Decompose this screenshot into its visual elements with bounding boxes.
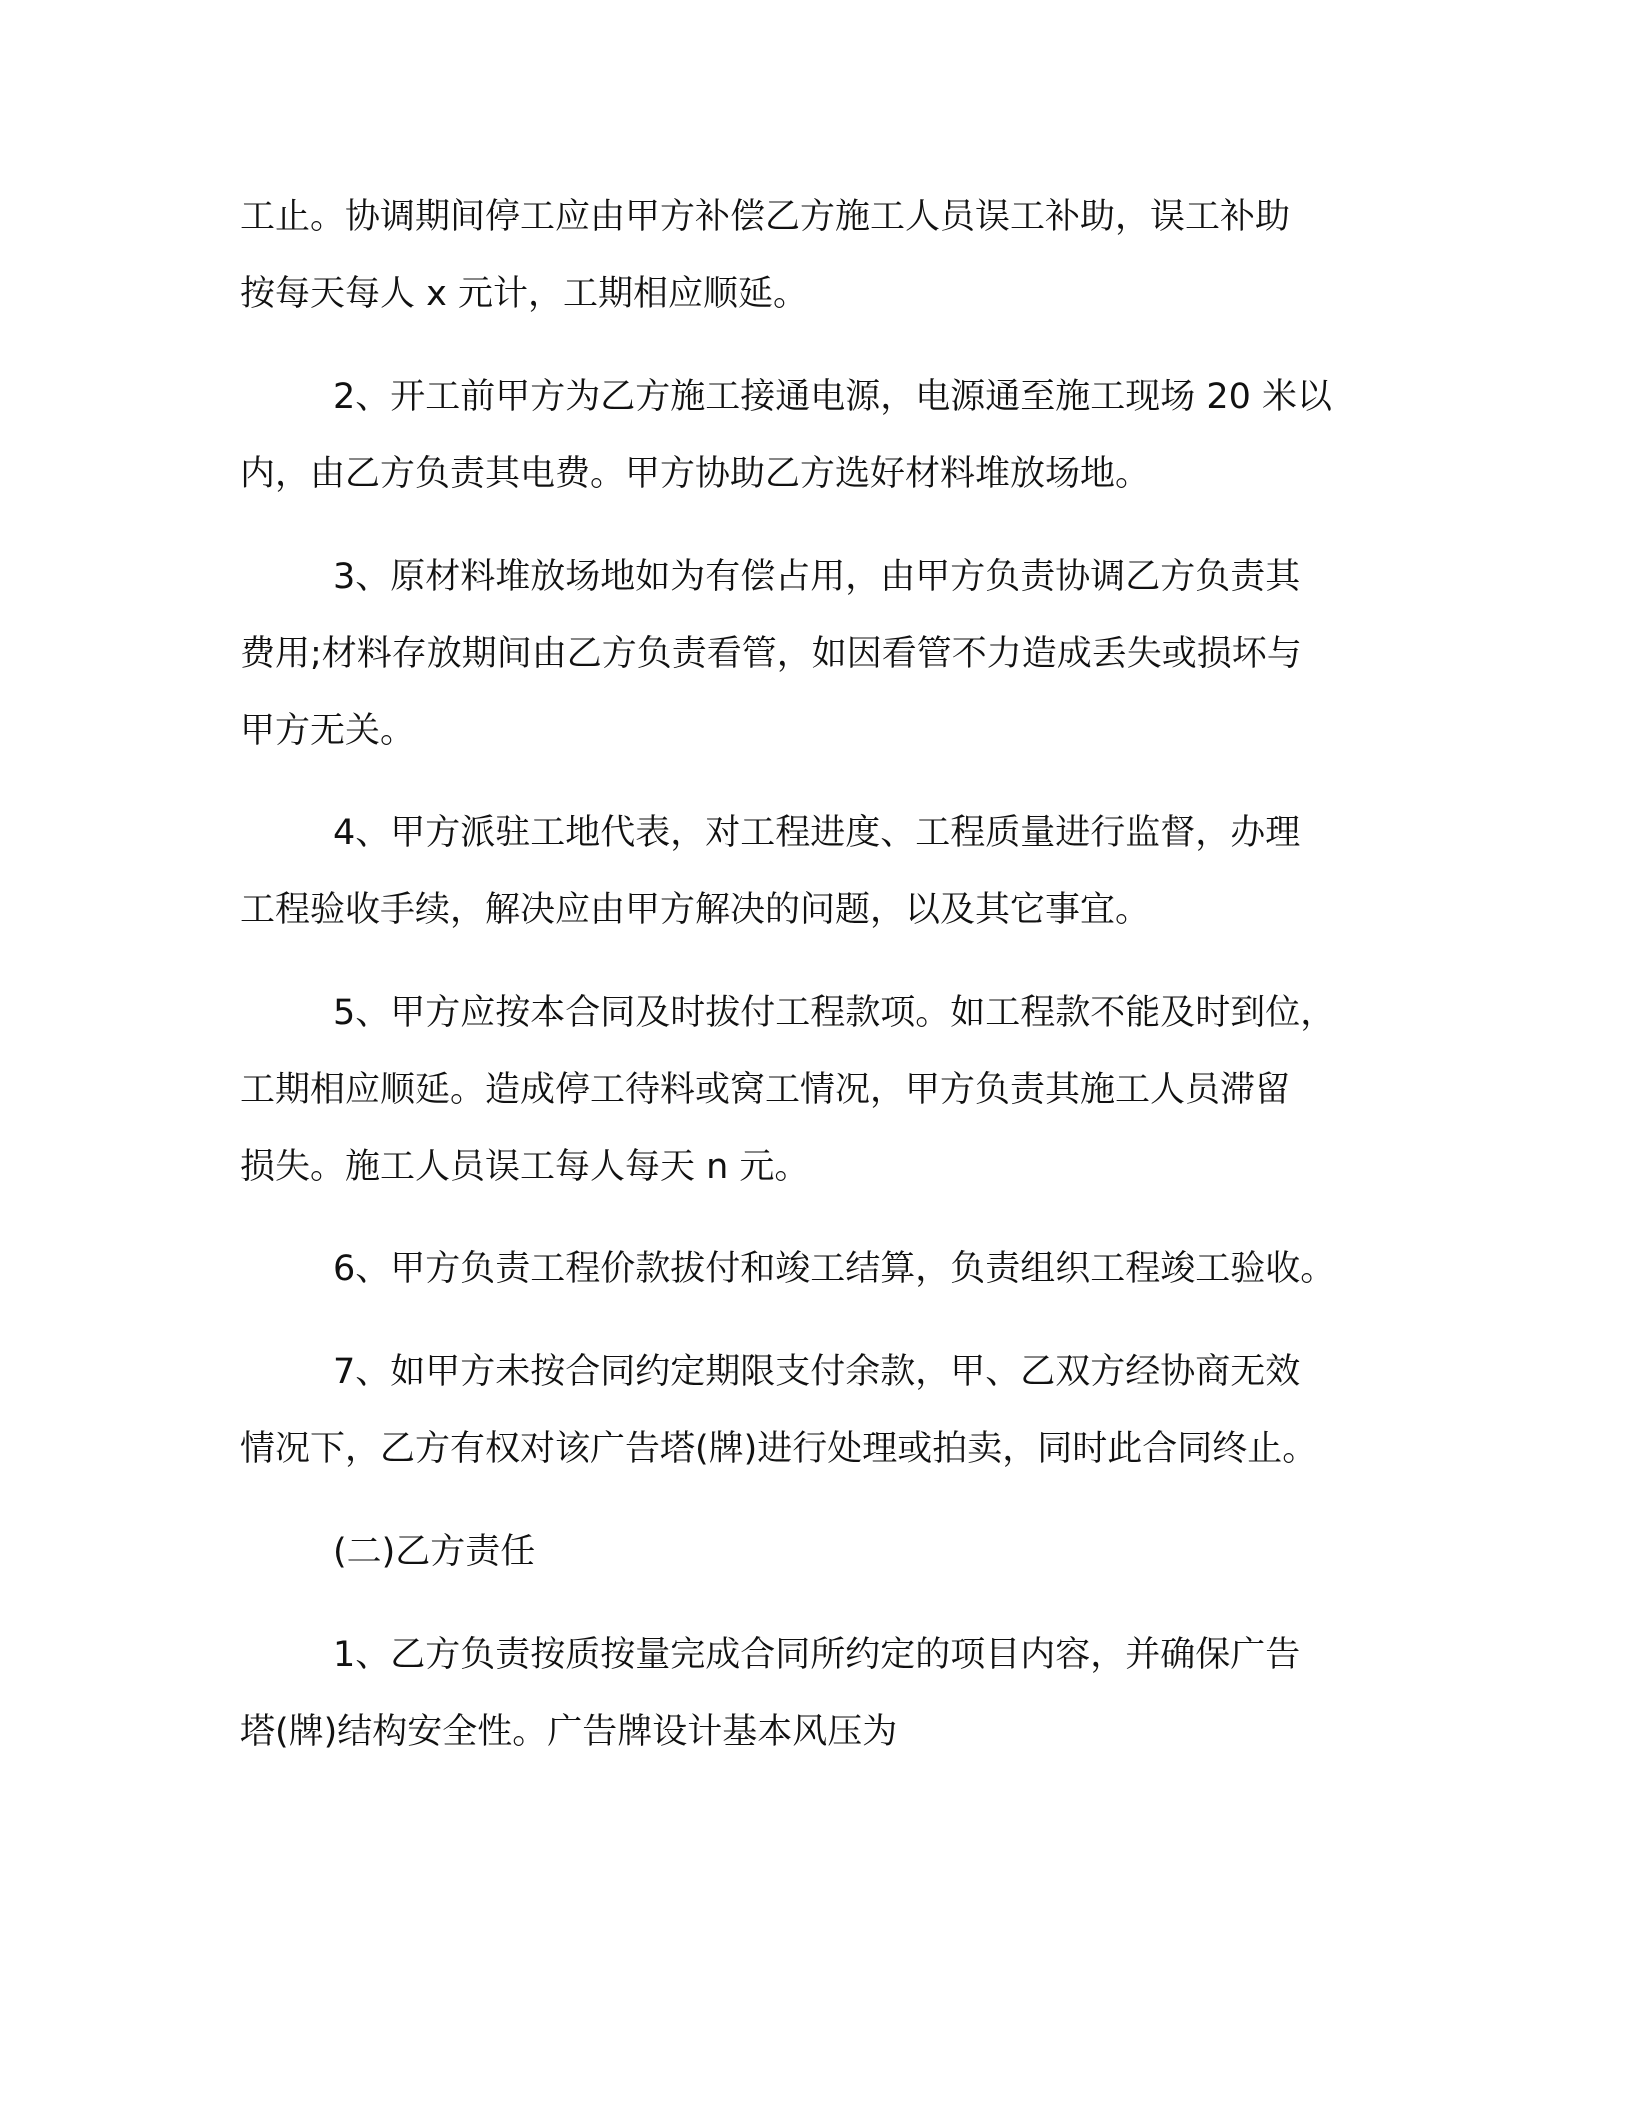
paragraph-clause-6	[240, 1231, 1390, 1308]
paragraph-clause-2	[240, 359, 1390, 513]
text-line: 塔(牌)结构安全性。广告牌设计基本风压为	[240, 1712, 898, 1752]
text-line: 工止。协调期间停工应由甲方补偿乙方施工人员误工补助，误工补助	[240, 197, 1291, 237]
paragraph-clause-5	[240, 975, 1390, 1206]
text-line: (二)乙方责任	[333, 1532, 536, 1572]
text-line: 费用;材料存放期间由乙方负责看管，如因看管不力造成丢失或损坏与	[240, 634, 1302, 674]
paragraph-clause-3	[240, 539, 1390, 770]
text-line: 3、原材料堆放场地如为有偿占用，由甲方负责协调乙方负责其	[333, 557, 1301, 597]
text-line: 4、甲方派驻工地代表，对工程进度、工程质量进行监督，办理	[333, 813, 1301, 853]
paragraph-continuation	[240, 179, 1390, 333]
text-line: 工程验收手续，解决应由甲方解决的问题，以及其它事宜。	[240, 890, 1151, 930]
paragraph-party-b-clause-1	[240, 1617, 1390, 1771]
text-line: 1、乙方负责按质按量完成合同所约定的项目内容，并确保广告	[333, 1635, 1301, 1675]
text-line: 损失。施工人员误工每人每天 n 元。	[240, 1147, 810, 1187]
text-line: 甲方无关。	[240, 711, 416, 751]
paragraph-clause-4	[240, 795, 1390, 949]
section-heading-party-b-responsibility	[240, 1514, 1390, 1591]
text-line: 5、甲方应按本合同及时拔付工程款项。如工程款不能及时到位，	[333, 993, 1336, 1033]
text-line: 按每天每人 x 元计，工期相应顺延。	[240, 274, 808, 314]
text-line: 情况下，乙方有权对该广告塔(牌)进行处理或拍卖，同时此合同终止。	[240, 1429, 1318, 1469]
text-line: 2、开工前甲方为乙方施工接通电源，电源通至施工现场 20 米以	[333, 377, 1333, 417]
text-line: 工期相应顺延。造成停工待料或窝工情况，甲方负责其施工人员滞留	[240, 1070, 1291, 1110]
paragraph-clause-7	[240, 1334, 1390, 1488]
text-line: 6、甲方负责工程价款拔付和竣工结算，负责组织工程竣工验收。	[333, 1249, 1336, 1289]
text-line: 7、如甲方未按合同约定期限支付余款，甲、乙双方经协商无效	[333, 1352, 1301, 1392]
text-line: 内，由乙方负责其电费。甲方协助乙方选好材料堆放场地。	[240, 454, 1151, 494]
